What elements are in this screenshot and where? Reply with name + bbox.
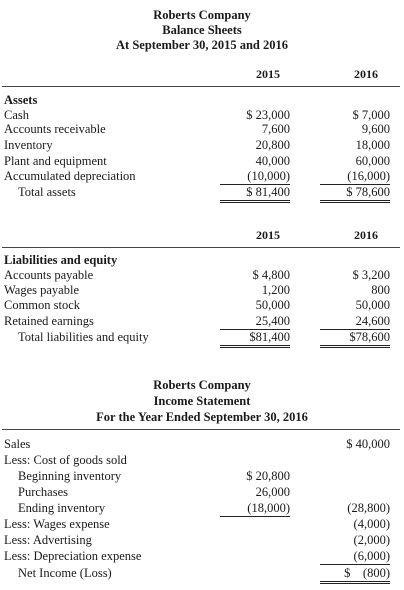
- liability-label: Common stock: [4, 298, 81, 312]
- balance-sheet-period: At September 30, 2015 and 2016: [116, 38, 288, 52]
- asset-value-2015: (10,000): [220, 169, 290, 185]
- total-assets-label: Total assets: [18, 185, 76, 199]
- liabilities-heading: Liabilities and equity: [4, 253, 118, 267]
- asset-value-2015: $ 23,000: [246, 108, 290, 122]
- income-value: $ 40,000: [346, 437, 390, 451]
- income-label: Less: Wages expense: [4, 517, 110, 531]
- divider: [2, 429, 400, 430]
- income-value: (4,000): [353, 517, 390, 531]
- asset-label: Accounts receivable: [4, 122, 106, 136]
- balance-sheet-name: Balance Sheets: [162, 23, 242, 37]
- income-label: Purchases: [18, 485, 68, 499]
- total-liabilities-2016: $78,600: [320, 330, 390, 348]
- income-subvalue: (18,000): [220, 501, 290, 517]
- income-statement-name: Income Statement: [153, 394, 251, 408]
- income-label: Sales: [4, 437, 31, 451]
- income-statement-company: Roberts Company: [153, 378, 251, 392]
- balance-sheet-company: Roberts Company: [153, 8, 251, 22]
- income-label: Less: Advertising: [4, 533, 92, 547]
- year-header-2016: 2016: [354, 228, 378, 242]
- income-label: Ending inventory: [18, 501, 106, 515]
- income-statement-period: For the Year Ended September 30, 2016: [96, 410, 308, 424]
- income-label: Less: Depreciation expense: [4, 549, 142, 563]
- income-value: (6,000): [320, 549, 390, 565]
- income-value: (28,800): [347, 501, 390, 515]
- total-assets-2015: $ 81,400: [220, 185, 290, 203]
- liability-value-2015: $ 4,800: [252, 268, 290, 282]
- asset-value-2015: 40,000: [255, 154, 290, 168]
- liability-label: Accounts payable: [4, 268, 94, 282]
- asset-value-2016: $ 7,000: [352, 108, 390, 122]
- year-header-2016: 2016: [354, 67, 378, 81]
- asset-label: Cash: [4, 108, 29, 122]
- asset-value-2016: 60,000: [355, 154, 390, 168]
- asset-value-2016: 9,600: [361, 122, 390, 136]
- asset-value-2016: 18,000: [355, 138, 390, 152]
- asset-label: Plant and equipment: [4, 154, 107, 168]
- total-assets-2016: $ 78,600: [320, 185, 390, 203]
- net-income-value: $ (800): [320, 566, 390, 584]
- liability-label: Retained earnings: [4, 314, 94, 328]
- income-label: Beginning inventory: [18, 469, 122, 483]
- income-value: (2,000): [353, 533, 390, 547]
- liability-value-2016: 800: [371, 283, 390, 297]
- total-liabilities-label: Total liabilities and equity: [18, 330, 149, 344]
- year-header-2015: 2015: [256, 228, 280, 242]
- liability-value-2015: 50,000: [255, 298, 290, 312]
- year-header-2015: 2015: [256, 67, 280, 81]
- divider: [2, 247, 400, 248]
- asset-value-2015: 7,600: [261, 122, 290, 136]
- liability-label: Wages payable: [4, 283, 79, 297]
- liability-value-2015: 25,400: [220, 314, 290, 330]
- total-liabilities-2015: $81,400: [220, 330, 290, 348]
- net-income-label: Net Income (Loss): [18, 566, 112, 580]
- income-label: Less: Cost of goods sold: [4, 453, 127, 467]
- income-subvalue: $ 20,800: [246, 469, 290, 483]
- liability-value-2016: 24,600: [320, 314, 390, 330]
- liability-value-2015: 1,200: [261, 283, 290, 297]
- liability-value-2016: $ 3,200: [352, 268, 390, 282]
- income-subvalue: 26,000: [255, 485, 290, 499]
- assets-heading: Assets: [4, 93, 38, 107]
- asset-label: Inventory: [4, 138, 53, 152]
- asset-value-2016: (16,000): [320, 169, 390, 185]
- asset-value-2015: 20,800: [255, 138, 290, 152]
- divider: [2, 86, 400, 87]
- liability-value-2016: 50,000: [355, 298, 390, 312]
- asset-label: Accumulated depreciation: [4, 169, 136, 183]
